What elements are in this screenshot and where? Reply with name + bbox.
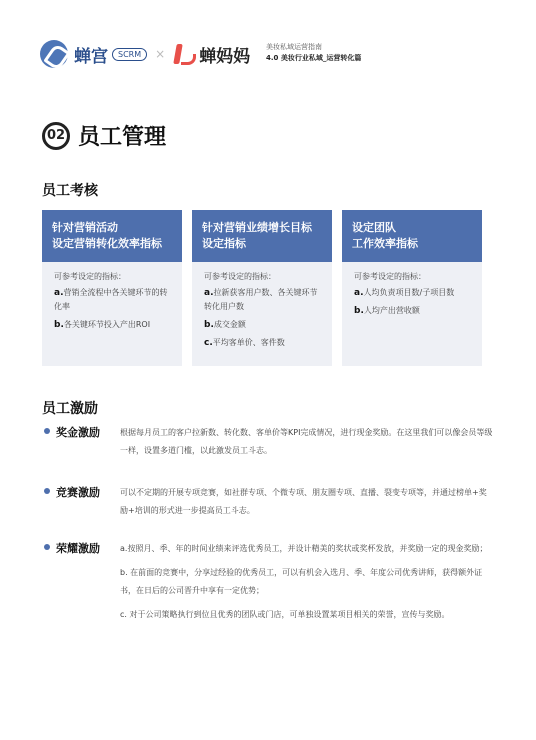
card-item: a.拉新获客用户数、各关键环节转化用户数: [204, 288, 318, 311]
card-body: [192, 262, 332, 350]
card-item: b.人均产出营收额: [354, 306, 420, 316]
incentive-item: [44, 424, 494, 466]
card-title-line: 设定营销转化效率指标: [52, 237, 162, 250]
incentive-item: [44, 484, 494, 526]
assessment-card: [192, 210, 332, 366]
header-logos: [40, 38, 250, 70]
incentive-heading: 员工激励: [42, 401, 98, 417]
bullet-dot-icon: [44, 544, 50, 550]
card-title-line: 设定指标: [202, 237, 246, 250]
incentive-label: 奖金激励: [44, 424, 120, 466]
card-intro: 可参考设定的指标：: [354, 272, 426, 281]
incentive-text: 根据每月员工的客户拉新数、转化数、客单价等KPI完成情况，进行现金奖励。在这里我们可以像会员等级一样，设置多道门槛，以此激发员工斗志。: [120, 428, 493, 455]
section-title: [42, 120, 166, 151]
incentive-text: a.按照月、季、年的时间业绩来评选优秀员工，并设计精美的奖状或奖杯发放，并奖励一定的现金奖励； b. 在前面的竞赛中，分享过经验的优秀员工，可以有机会入选月、季、年度公司优秀讲师，获得额外证书，在日后的公司晋升中享有一定优势； c. 对于公司策略执行到位且优秀的团队或门店，可单独设置某项目相关的荣誉，宣传与奖励。: [120, 544, 488, 619]
bullet-dot-icon: [44, 488, 50, 494]
card-intro: 可参考设定的指标：: [204, 272, 276, 281]
incentive-item: [44, 540, 494, 630]
brand-left-tag: SCRM: [112, 48, 147, 61]
assessment-card: [42, 210, 182, 366]
card-body: [42, 262, 182, 332]
brand-left: 蝉宫: [74, 46, 108, 67]
brand-right: 蝉妈妈: [199, 46, 251, 67]
card-title-line: 针对营销业绩增长目标: [202, 221, 312, 234]
card-title-line: 工作效率指标: [352, 237, 418, 250]
incentive-text: 可以不定期的开展专项竞赛，如社群专项、个微专项、朋友圈专项、直播、裂变专项等，并通过榜单+奖励+培训的形式进一步提高员工斗志。: [120, 488, 487, 515]
card-title-line: 设定团队: [352, 221, 396, 234]
card-intro: 可参考设定的指标：: [54, 272, 126, 281]
page-title: 员工管理: [78, 125, 167, 150]
bullet-dot-icon: [44, 428, 50, 434]
separator: ×: [155, 47, 166, 61]
incentive-label: 竞赛激励: [44, 484, 120, 526]
incentive-label: 荣耀激励: [44, 540, 120, 630]
card-body: [342, 262, 482, 318]
chanxiao-logo-icon: [40, 40, 68, 68]
guide-title-block: [266, 42, 361, 64]
card-title: [342, 210, 482, 262]
card-title: [42, 210, 182, 262]
guide-title: 美妆私域运营指南: [266, 43, 322, 51]
card-item: a.人均负责项目数/子项目数: [354, 288, 455, 298]
chanmama-logo-icon: [173, 42, 195, 66]
card-item: b.各关键环节投入产出ROI: [54, 320, 151, 330]
card-item: a.营销全流程中各关键环节的转化率: [54, 288, 168, 311]
assessment-card: [342, 210, 482, 366]
card-item: c.平均客单价、客件数: [204, 338, 285, 348]
section-number: 02: [42, 122, 70, 150]
guide-subtitle: 4.0 美妆行业私域_运营转化篇: [266, 54, 362, 62]
card-title: [192, 210, 332, 262]
card-title-line: 针对营销活动: [52, 221, 118, 234]
card-item: b.成交金额: [204, 320, 246, 330]
assessment-heading: 员工考核: [42, 183, 98, 199]
